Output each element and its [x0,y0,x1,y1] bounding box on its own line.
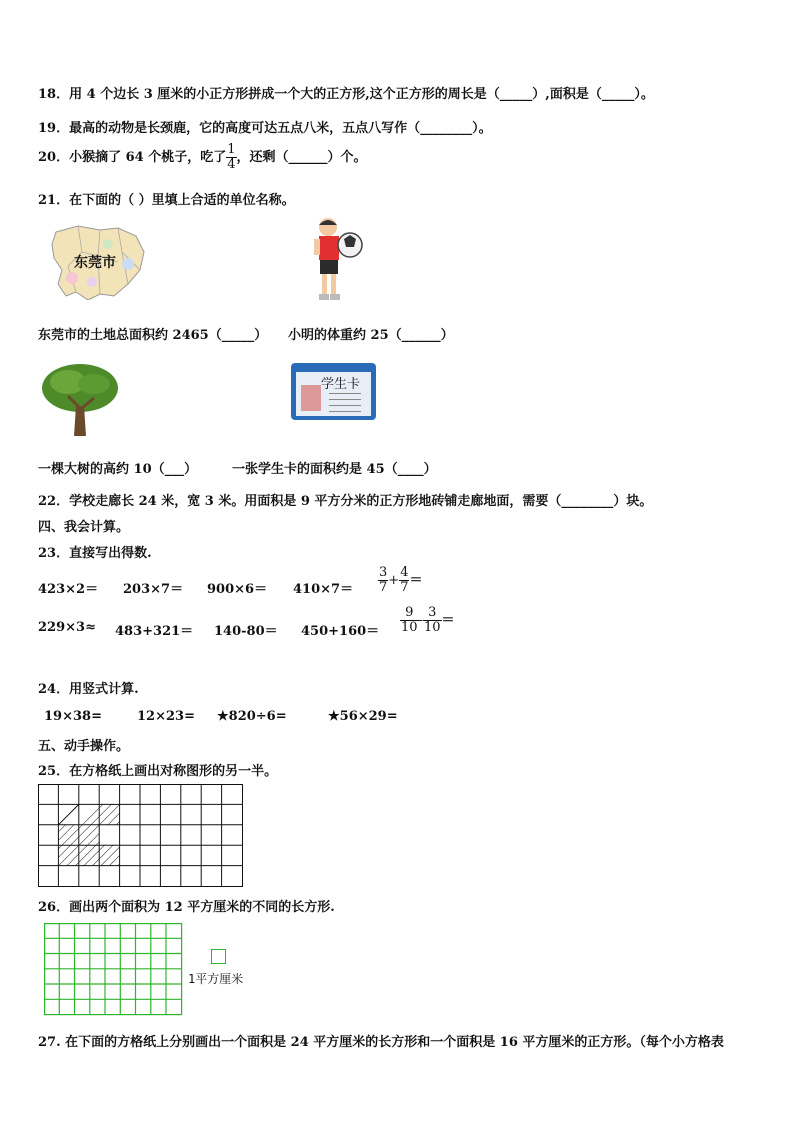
question-26: 26．画出两个面积为 12 平方厘米的不同的长方形. [38,900,335,915]
fraction-c [400,606,419,635]
fraction-numerator: 1 [227,142,236,157]
fraction-sum [378,566,422,595]
fraction-d [423,606,442,635]
card-label: 学生卡 [321,377,361,392]
question-24: 24．用竖式计算. [38,682,139,697]
frac1-eq: ＝ [409,573,423,588]
fraction-b [399,566,409,595]
fraction-denominator: 4 [227,157,236,172]
section-4-heading: 四、我会计算。 [38,520,130,535]
dongguan-map-image [48,222,148,300]
q21-item-a: 东莞市的土地总面积约 2465（_____） [38,328,268,343]
question-22: 22．学校走廊长 24 米，宽 3 米。用面积是 9 平方分米的正方形地砖铺走廊地面，需要（________）块。 [38,494,653,509]
question-23: 23．直接写出得数. [38,546,152,561]
question-21: 21．在下面的（ ）里填上合适的单位名称。 [38,193,295,208]
fraction-difference [400,606,455,635]
section-5-heading: 五、动手操作。 [38,739,130,754]
q21-item-d: 一张学生卡的面积约是 45（____） [232,462,437,477]
question-19: 19．最高的动物是长颈鹿，它的高度可达五点八米，五点八写作（________）。 [38,121,492,136]
calc-6: 483+321＝ [115,624,194,639]
frac2-b-num: 3 [423,606,442,621]
q21-item-c: 一棵大树的高约 10（___） [38,462,198,477]
frac1-b-den: 7 [400,580,409,595]
q20-text-post: ，还剩（______）个。 [236,150,367,165]
student-card-image [291,363,376,420]
unit-square-label: 1平方厘米 [188,972,244,986]
frac1-a-den: 7 [379,580,388,595]
question-27: 27. 在下面的方格纸上分别画出一个面积是 24 平方厘米的长方形和一个面积是 16 平方厘米的正方形。（每个小方格表 [38,1035,724,1050]
frac1-op: + [388,573,400,588]
vertical-calc-4: ★56×29= [328,709,398,724]
question-18: 18．用 4 个边长 3 厘米的小正方形拼成一个大的正方形,这个正方形的周长是（_____）,面积是（_____）。 [38,87,654,102]
frac2-a-num: 9 [400,606,419,621]
calc-7: 140-80＝ [214,624,278,639]
area-grid [44,923,184,1017]
frac1-b-num: 4 [400,565,409,580]
calc-4: 410×7＝ [293,582,354,597]
frac2-op: - [418,613,423,628]
map-label: 东莞市 [74,255,116,271]
vertical-calc-1: 19×38= [44,709,102,724]
calc-5: 229×3≈ [38,620,96,635]
question-25: 25．在方格纸上画出对称图形的另一半。 [38,764,278,779]
calc-1: 423×2＝ [38,582,99,597]
fraction-quarter [226,143,236,172]
tree-image [40,362,120,438]
vertical-calc-2: 12×23= [137,709,195,724]
question-20 [38,143,367,172]
frac2-b-den: 10 [423,620,441,635]
q21-item-b: 小明的体重约 25（______） [288,328,454,343]
symmetry-grid [38,784,244,888]
frac2-eq: ＝ [441,613,455,628]
calc-8: 450+160＝ [301,624,380,639]
calc-3: 900×6＝ [207,582,268,597]
vertical-calc-3: ★820÷6= [217,709,287,724]
calc-2: 203×7＝ [123,582,184,597]
q20-text-pre: 20．小猴摘了 64 个桃子，吃了 [38,150,227,165]
unit-square [211,949,226,964]
frac2-a-den: 10 [401,620,418,635]
fraction-a [378,566,388,595]
frac1-a-num: 3 [379,565,388,580]
boy-with-ball-image [314,215,366,305]
